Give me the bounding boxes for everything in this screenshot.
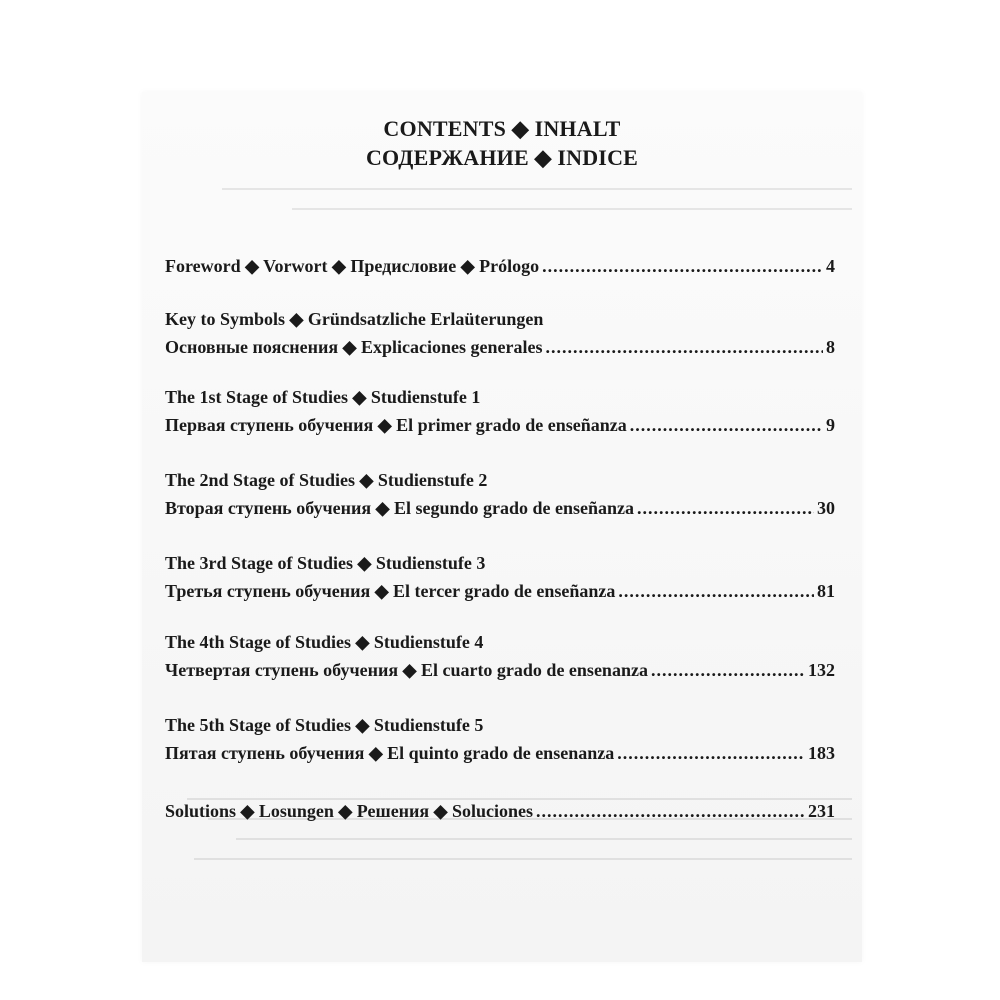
entry-title: The 2nd Stage of Studies ◆ Studienstufe 2 [165,470,488,490]
leader-dots [617,743,805,764]
entry-title: Key to Symbols ◆ Gründsatzliche Erlaüterungen [165,309,544,329]
page-number: 183 [808,743,835,763]
toc-entry-stage-4[interactable] [165,632,835,688]
page-number: 231 [808,801,835,821]
leader-dots [618,581,814,602]
page-number: 4 [826,256,835,276]
page-number: 30 [817,498,835,518]
entry-subtitle: Основные пояснения ◆ Explicaciones generales [165,337,543,357]
show-through-texture [152,170,852,230]
page-number: 8 [826,337,835,357]
entry-subtitle: Вторая ступень обучения ◆ El segundo grado de enseñanza [165,498,635,518]
entry-title: The 4th Stage of Studies ◆ Studienstufe 4 [165,632,484,652]
page-number: 81 [817,581,835,601]
leader-dots [536,801,805,822]
page-number: 132 [808,660,835,680]
entry-title: Foreword ◆ Vorwort ◆ Предисловие ◆ Prólogo [165,256,540,276]
entry-subtitle: Третья ступень обучения ◆ El tercer grado de enseñanza [165,581,616,601]
page-number: 9 [826,415,835,435]
leader-dots [651,660,805,681]
leader-dots [545,337,823,358]
entry-title: The 5th Stage of Studies ◆ Studienstufe 5 [165,715,484,735]
entry-title: The 3rd Stage of Studies ◆ Studienstufe 3 [165,553,486,573]
contents-heading: CONTENTS ◆ INHALT [383,116,621,141]
leader-dots [542,256,823,277]
entry-title: The 1st Stage of Studies ◆ Studienstufe 1 [165,387,481,407]
toc-entry-stage-3[interactable] [165,553,835,609]
contents-heading-secondary: СОДЕРЖАНИЕ ◆ INDICE [365,145,639,170]
toc-entry-stage-5[interactable] [165,715,835,771]
entry-subtitle: Первая ступень обучения ◆ El primer grado de enseñanza [165,415,627,435]
entry-subtitle: Пятая ступень обучения ◆ El quinto grado de ensenanza [165,743,615,763]
toc-entry-stage-2[interactable] [165,470,835,526]
toc-entry-stage-1[interactable] [165,387,835,443]
toc-entry-foreword[interactable] [165,256,835,284]
toc-entry-key-to-symbols[interactable] [165,309,835,365]
entry-subtitle: Четвертая ступень обучения ◆ El cuarto grado de ensenanza [165,660,648,680]
toc-entry-solutions[interactable] [165,801,835,829]
show-through-texture [152,780,852,890]
entry-title: Solutions ◆ Losungen ◆ Решения ◆ Soluciones [165,801,534,821]
leader-dots [630,415,823,436]
leader-dots [637,498,814,519]
